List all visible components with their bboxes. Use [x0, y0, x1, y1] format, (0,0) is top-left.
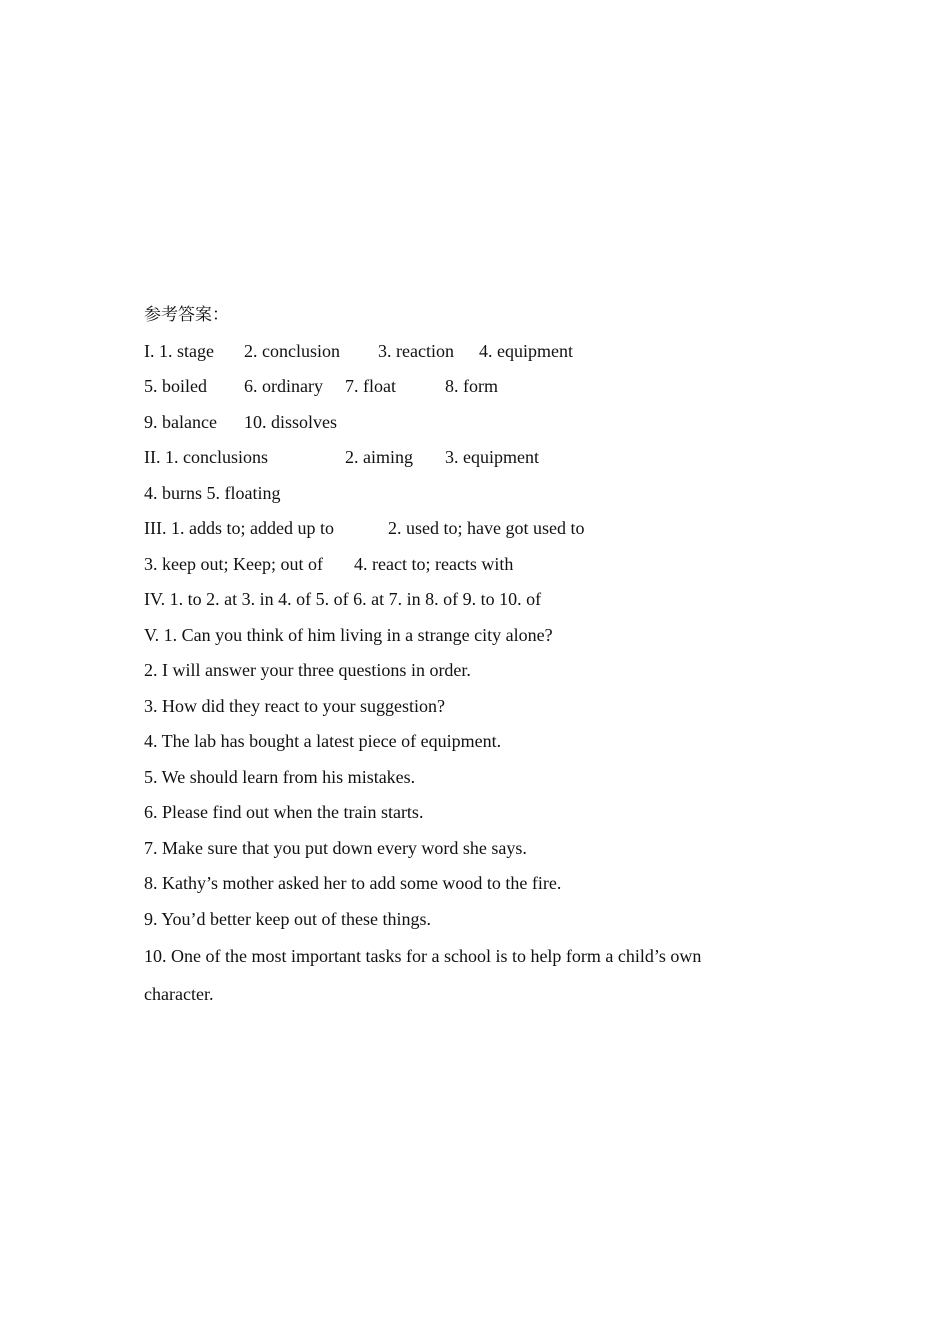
section-2-row-1: [144, 440, 784, 476]
section-5-item-8: [144, 866, 784, 902]
section-1-row-2: [144, 369, 784, 405]
section-5-item-4: [144, 724, 784, 760]
sentence-answer: 2. I will answer your three questions in order.: [144, 660, 471, 680]
section-3-row-1: [144, 511, 784, 547]
sentence-answer: 6. Please find out when the train starts.: [144, 802, 424, 822]
section-4-row-1: [144, 582, 784, 618]
sentence-answer-continuation: character.: [144, 984, 214, 1004]
sentence-answer: V. 1. Can you think of him living in a strange city alone?: [144, 624, 553, 645]
sentence-answer: 5. We should learn from his mistakes.: [144, 766, 416, 787]
answer-item: I. 1. stage: [144, 340, 214, 361]
answer-item: II. 1. conclusions: [144, 447, 268, 467]
answer-key: [144, 298, 784, 1013]
section-5-item-1: [144, 618, 784, 654]
answer-item: 4. react to; reacts with: [354, 553, 514, 574]
section-1-row-3: [144, 405, 784, 441]
answer-item: 2. conclusion: [244, 340, 340, 361]
sentence-answer: 7. Make sure that you put down every word she says.: [144, 837, 527, 858]
answer-item: 5. boiled: [144, 376, 207, 396]
answer-item: 4. equipment: [479, 340, 573, 361]
answer-item: 8. form: [445, 376, 498, 396]
sentence-answer: 9. You’d better keep out of these things.: [144, 908, 431, 929]
section-2-row-2: [144, 476, 784, 512]
section-5-item-3: [144, 689, 784, 725]
section-3-row-2: [144, 547, 784, 583]
answer-item: 3. equipment: [445, 447, 539, 467]
answer-item: 7. float: [345, 376, 396, 396]
section-5-item-2: [144, 653, 784, 689]
answer-key-heading: 参考答案：: [144, 305, 229, 325]
section-5-item-9: [144, 902, 784, 938]
answer-item: IV. 1. to 2. at 3. in 4. of 5. of 6. at 7. in 8. of 9. to 10. of: [144, 589, 542, 609]
answer-item: III. 1. adds to; added up to: [144, 518, 334, 538]
sentence-answer: 8. Kathy’s mother asked her to add some wood to the fire.: [144, 873, 562, 893]
answer-item: 9. balance: [144, 411, 217, 432]
sentence-answer: 3. How did they react to your suggestion?: [144, 695, 445, 716]
sentence-answer: 10. One of the most important tasks for a school is to help form a child’s own: [144, 946, 702, 966]
section-5-item-5: [144, 760, 784, 796]
section-5-item-10-continuation: [144, 975, 784, 1013]
sentence-answer: 4. The lab has bought a latest piece of equipment.: [144, 731, 502, 751]
answer-item: 2. used to; have got used to: [388, 518, 585, 538]
section-5-item-7: [144, 831, 784, 867]
answer-item: 6. ordinary: [244, 376, 323, 396]
answer-item: 3. keep out; Keep; out of: [144, 553, 323, 574]
section-1-row-1: [144, 334, 784, 370]
answer-item: 3. reaction: [378, 340, 454, 361]
answer-key-heading-line: [144, 298, 784, 334]
answer-item: 10. dissolves: [244, 411, 338, 432]
section-5-item-10: [144, 937, 784, 975]
answer-item: 2. aiming: [345, 447, 413, 467]
section-5-item-6: [144, 795, 784, 831]
answer-item: 4. burns 5. floating: [144, 482, 281, 503]
